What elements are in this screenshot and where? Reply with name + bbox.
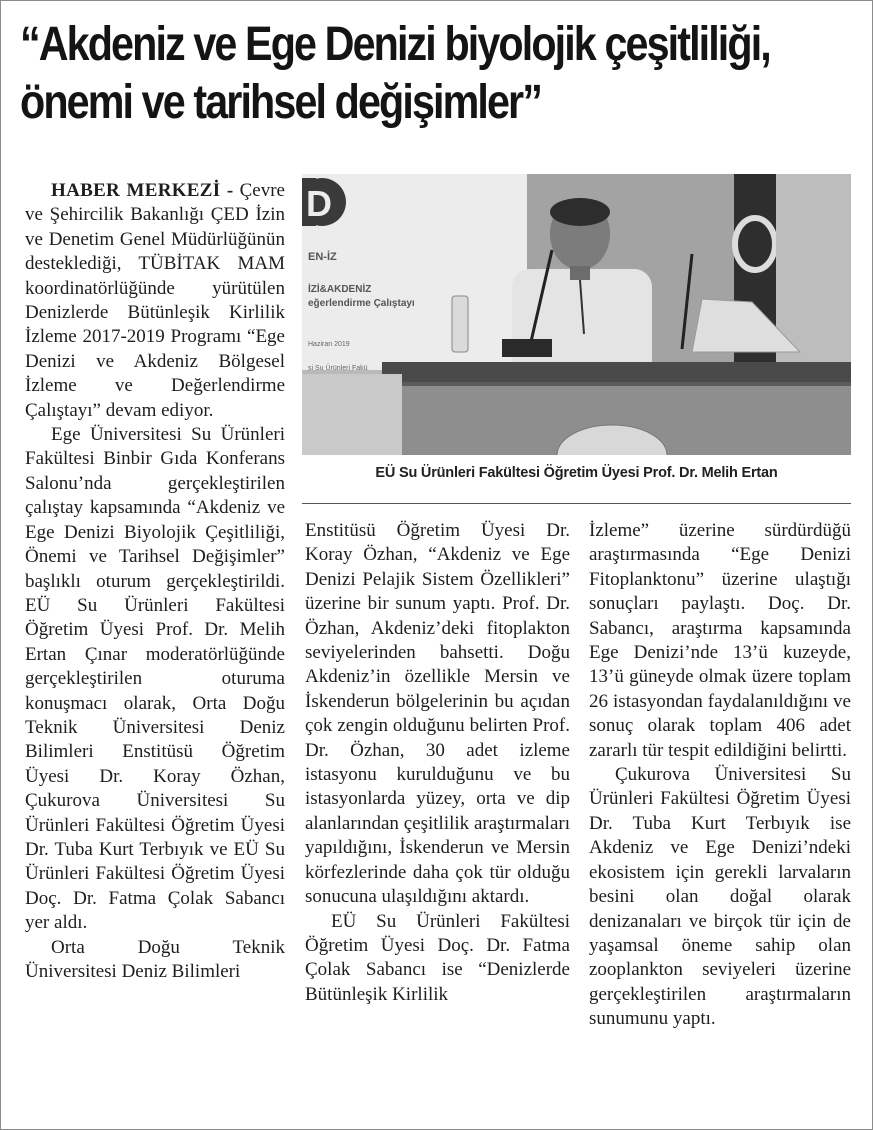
article-photo — [302, 174, 851, 455]
article-column-3 — [589, 519, 851, 1032]
headline-line-1: “Akdeniz ve Ege Denizi biyolojik çeşitliliği, — [20, 18, 770, 71]
article-paragraph-2: Ege Üniversitesi Su Ürünleri Fakültesi Binbir Gıda Konferans Salonu’nda gerçekleştirilen çalıştay kapsamında “Akdeniz ve Ege Denizi Biyolojik Çeşitliliği, Önemi ve Tarihsel Değişimler” başlıklı oturum gerçekleştirildi. EÜ Su Ürünleri Fakültesi Öğretim Üyesi Prof. Dr. Melih Ertan Çınar moderatörlüğünde gerçekleştirilen oturuma konuşmacı olarak, Orta Doğu Teknik Üniversitesi Deniz Bilimleri Enstitüsü Öğretim Üyesi Dr. Koray Özhan, Çukurova Üniversitesi Su Ürünleri Fakültesi Öğretim Üyesi Dr. Tuba Kurt Terbıyık ve EÜ Su Ürünleri Fakültesi Öğretim Üyesi Doç. Dr. Fatma Çolak Sabancı yer aldı. — [25, 424, 285, 934]
screen-title-2: eğerlendirme Çalıştayı — [308, 298, 415, 309]
caption-divider — [302, 503, 851, 504]
screen-logo: D — [306, 183, 332, 224]
screen-date: Haziran 2019 — [308, 341, 350, 348]
article-paragraph-3-end: Enstitüsü Öğretim Üyesi Dr. Koray Özhan, “Akdeniz ve Ege Denizi Pelajik Sistem Özellikleri” üzerine bir sunum yaptı. Prof. Dr. Özhan, Akdeniz’deki fitoplakton seviyelerinden bahsetti. Doğu Akdeniz’in özellikle Mersin ve İskenderun bölgelerinin bu açıdan çok zengin olduğunu belirten Prof. Dr. Özhan, 30 adet izleme istasyonu kurulduğunu ve bu istasyonlarda yüzey, orta ve dip alanlarından çeşitlilik araştırmaları yapıldığını, İskenderun ve Mersin körfezlerinde daha çok tür olduğu sonucuna ulaşıldığını aktardı. — [305, 520, 570, 908]
article-paragraph-1 — [25, 179, 285, 423]
headline — [20, 16, 770, 132]
article-paragraph-1-text: Çevre ve Şehircilik Bakanlığı ÇED İzin ve Denetim Genel Müdürlüğünün desteklediği, TÜBİTAK MAM koordinatörlüğünde yürütülen Denizlerde Bütünleşik Kirlilik İzleme 2017-2019 Programı “Ege Denizi ve Akdeniz Bölgesel İzleme ve Değerlendirme Çalıştayı” devam ediyor. — [25, 180, 285, 421]
article-paragraph-4-start: EÜ Su Ürünleri Fakültesi Öğretim Üyesi Doç. Dr. Fatma Çolak Sabancı ise “Denizlerde Bütünleşik Kirlilik — [305, 910, 570, 1005]
article-paragraph-4-end: İzleme” üzerine sürdürdüğü araştırmasında “Ege Denizi Fitoplanktonu” üzerine ulaştığı sonuçları paylaştı. Doç. Dr. Sabancı, araştırma kapsamında Ege Denizi’nde 13’ü kuzeyde, 13’ü güneyde olmak üzere toplam 26 istasyondan faydalanıldığını ve sonuç olarak toplam 406 adet zararlı tür tespit edildiğini belirtti. — [589, 520, 851, 761]
screen-tag: EN-İZ — [308, 251, 337, 263]
headline-line-2: önemi ve tarihsel değişimler” — [20, 76, 541, 129]
speaker-photo-illustration — [302, 174, 851, 455]
article-column-2 — [305, 519, 570, 1007]
dateline: HABER MERKEZİ - — [51, 180, 234, 201]
screen-title-1: İZİ&AKDENİZ — [308, 284, 372, 295]
screen-venue-1: si Su Ürünleri Fakü — [308, 365, 368, 372]
article-paragraph-5: Çukurova Üniversitesi Su Ürünleri Fakültesi Öğretim Üyesi Dr. Tuba Kurt Terbıyık ise Akdeniz ve Ege Denizi’ndeki ekosistem için gerekli larvaların besini olan doğal olarak denizanaları ve birçok tür için de yaşamsal öneme sahip olan zooplankton seviyeleri üzerine gerçekleştirilen araştırmaların sunumunu yaptı. — [589, 764, 851, 1030]
article-column-1 — [25, 179, 285, 984]
article-paragraph-3-start: Orta Doğu Teknik Üniversitesi Deniz Bilimleri — [25, 936, 285, 982]
photo-caption: EÜ Su Ürünleri Fakültesi Öğretim Üyesi Prof. Dr. Melih Ertan — [375, 465, 778, 481]
